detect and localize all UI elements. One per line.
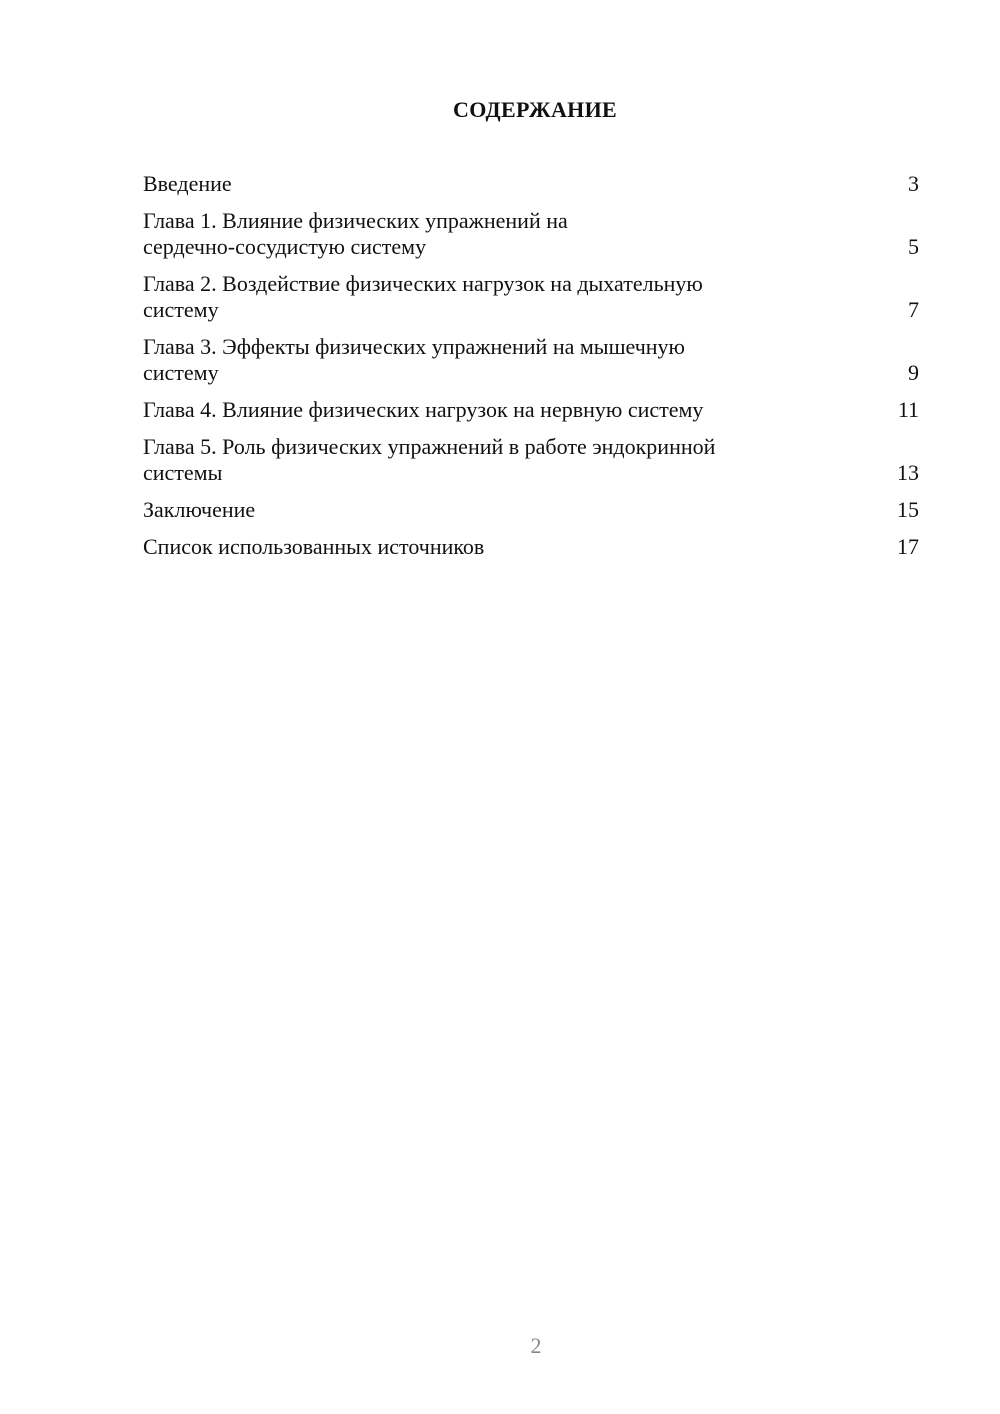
- toc-entry-title: Глава 3. Эффекты физических упражнений на мышечную систему: [143, 334, 685, 385]
- toc-entry-title: Глава 5. Роль физических упражнений в работе эндокринной системы: [143, 434, 716, 485]
- toc-entry-chapter-1: [143, 208, 919, 260]
- toc-entry-page: 7: [908, 297, 919, 322]
- toc-entry-page: 11: [897, 397, 919, 422]
- toc-entry-title: Заключение: [143, 497, 256, 522]
- toc-entry-page: 15: [897, 497, 919, 522]
- toc-entry-chapter-2: [143, 271, 919, 323]
- toc-entry-title: Введение: [143, 171, 232, 196]
- toc-entry-title: Глава 2. Воздействие физических нагрузок на дыхательную систему: [143, 271, 703, 322]
- toc-entry-page: 9: [908, 360, 919, 385]
- page-number: 2: [530, 1333, 542, 1358]
- toc-entry-introduction: [143, 171, 919, 197]
- table-of-contents: [143, 171, 919, 571]
- toc-entry-page: 13: [897, 460, 919, 485]
- toc-entry-chapter-3: [143, 334, 919, 386]
- toc-entry-page: 17: [897, 534, 919, 559]
- toc-entry-chapter-4: [143, 397, 919, 423]
- toc-entry-chapter-5: [143, 434, 919, 486]
- toc-entry-conclusion: [143, 497, 919, 523]
- toc-entry-page: 3: [908, 171, 919, 196]
- toc-entry-title: Глава 1. Влияние физических упражнений на сердечно-сосудистую систему: [143, 208, 568, 259]
- toc-entry-page: 5: [908, 234, 919, 259]
- toc-entry-references: [143, 534, 919, 560]
- page-title: СОДЕРЖАНИЕ: [453, 97, 617, 122]
- toc-entry-title: Список использованных источников: [143, 534, 485, 559]
- toc-entry-title: Глава 4. Влияние физических нагрузок на нервную систему: [143, 397, 704, 422]
